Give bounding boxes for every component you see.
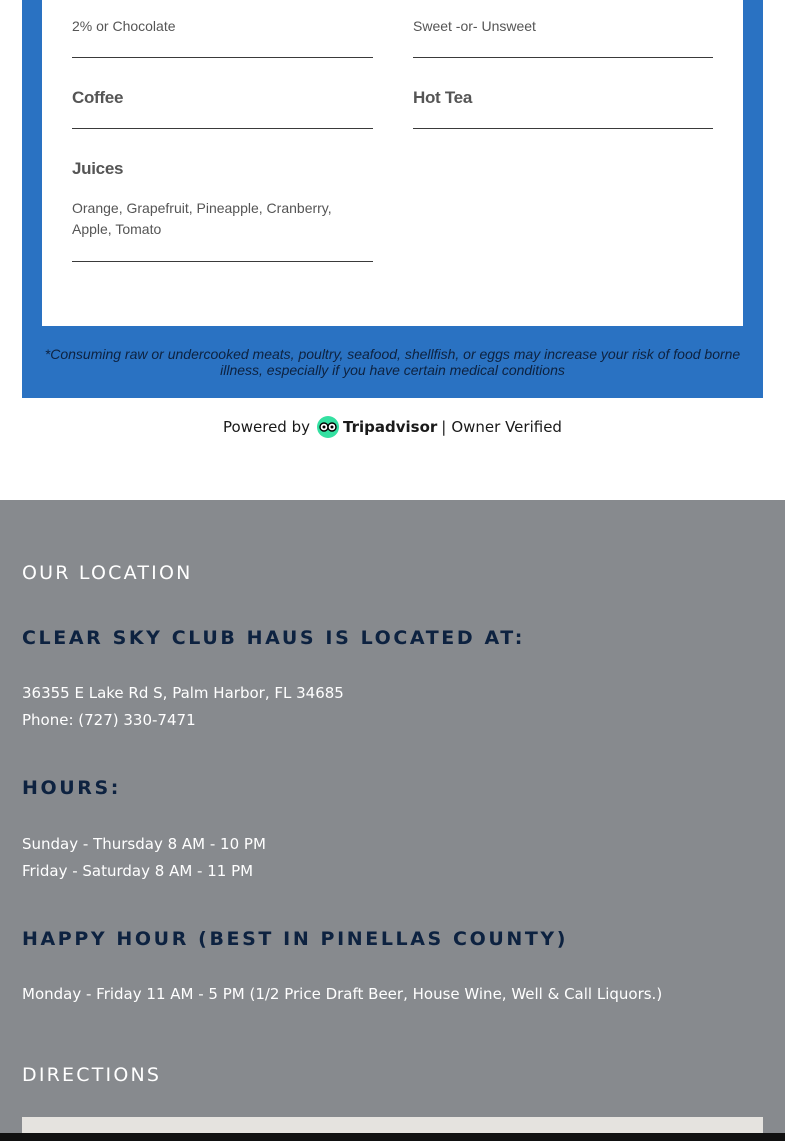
menu-item-desc: Sweet -or- Unsweet xyxy=(413,18,536,34)
owner-verified-label: Owner Verified xyxy=(451,418,562,436)
separator: | xyxy=(441,418,447,436)
menu-item-desc: 2% or Chocolate xyxy=(72,18,176,34)
menu-item-iced-tea xyxy=(413,0,713,58)
menu-item-hot-tea xyxy=(413,58,713,129)
our-location-label: OUR LOCATION xyxy=(22,562,193,584)
hours-block xyxy=(22,831,266,885)
menu-item-desc: Orange, Grapefruit, Pineapple, Cranberry, Apple, Tomato xyxy=(72,200,332,237)
address-block xyxy=(22,680,344,734)
location-section xyxy=(0,500,785,1141)
menu-item-name: Hot Tea xyxy=(413,88,472,107)
directions-label: DIRECTIONS xyxy=(22,1064,162,1086)
happy-hour-heading: HAPPY HOUR (BEST IN PINELLAS COUNTY) xyxy=(22,928,569,950)
powered-by-label: Powered by xyxy=(223,418,310,436)
menu-section xyxy=(22,0,763,398)
hours-heading: HOURS: xyxy=(22,777,121,799)
bottom-bar xyxy=(0,1133,785,1141)
menu-item-juices xyxy=(72,129,373,262)
menu-item-name: Juices xyxy=(72,159,124,178)
happy-hour-text: Monday - Friday 11 AM - 5 PM (1/2 Price Draft Beer, House Wine, Well & Call Liquors.) xyxy=(22,985,663,1003)
food-safety-disclaimer: *Consuming raw or undercooked meats, poultry, seafood, shellfish, or eggs may increase your risk of food borne illness, especially if you have certain medical conditions xyxy=(44,346,741,378)
hours-weekend: Friday - Saturday 8 AM - 11 PM xyxy=(22,862,254,880)
phone[interactable]: Phone: (727) 330-7471 xyxy=(22,711,196,729)
menu-item-coffee xyxy=(72,58,373,129)
location-heading: CLEAR SKY CLUB HAUS IS LOCATED AT: xyxy=(22,627,526,649)
powered-by-tripadvisor[interactable] xyxy=(0,414,785,440)
menu-card xyxy=(42,0,743,326)
menu-item-milk xyxy=(72,0,373,58)
hours-weekday: Sunday - Thursday 8 AM - 10 PM xyxy=(22,835,266,853)
menu-item-name: Coffee xyxy=(72,88,124,107)
address: 36355 E Lake Rd S, Palm Harbor, FL 34685 xyxy=(22,684,344,702)
tripadvisor-owl-icon xyxy=(317,416,339,438)
tripadvisor-brand: Tripadvisor xyxy=(343,418,438,436)
